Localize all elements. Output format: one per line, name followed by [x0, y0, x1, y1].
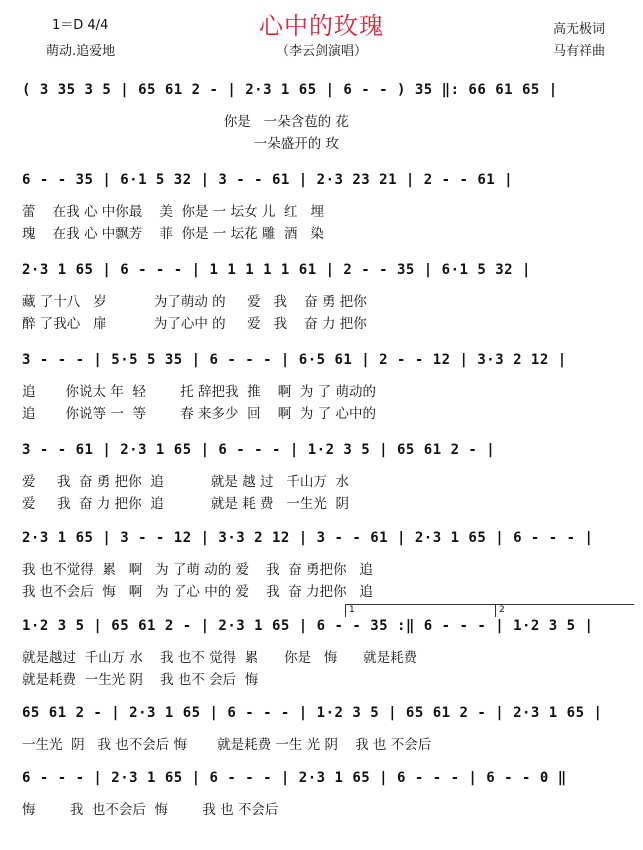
- lyrics-verse-1: 我 也不觉得 累 啊 为 了萌 动的 爱 我 奋 勇把你 追: [22, 562, 373, 578]
- lyrics-verse-2: 一朵盛开的 玫: [22, 136, 340, 152]
- score-system-7: [0, 605, 643, 698]
- lyrics-verse-1: 你是 一朵含苞的 花: [22, 114, 349, 130]
- score-system-9: [0, 770, 643, 850]
- notation-line: 3 - - 61 | 2·3 1 65 | 6 - - - | 1·2 3 5 | 65 61 2 - |: [22, 442, 496, 458]
- lyrics-verse-1: 悔 我 也不会后 悔 我 也 不会后: [22, 802, 279, 818]
- lyrics-verse-1: 藏 了十八 岁 为了萌动 的 爱 我 奋 勇 把你: [22, 294, 367, 310]
- lyrics-verse-1: 蕾 在我 心 中你最 美 你是 一 坛女 儿 红 埋: [22, 204, 324, 220]
- composer-credit: 马有祥曲: [553, 44, 606, 59]
- tempo-mood: 萌动.追爱地: [46, 44, 116, 59]
- notation-line: 6 - - 35 | 6·1 5 32 | 3 - - 61 | 2·3 23 21 | 2 - - 61 |: [22, 172, 514, 188]
- volta-bracket-1: 1: [345, 604, 499, 617]
- lyrics-verse-2: 我 也不会后 悔 啊 为 了心 中的 爱 我 奋 力把你 追: [22, 584, 373, 600]
- lyrics-verse-1: 一生光 阴 我 也不会后 悔 就是耗费 一生 光 阴 我 也 不会后: [22, 737, 432, 753]
- volta-bracket-2: 2: [495, 604, 634, 617]
- notation-line: 2·3 1 65 | 6 - - - | 1 1 1 1 1 61 | 2 - - 35 | 6·1 5 32 |: [22, 262, 531, 278]
- lyricist-credit: 高无极词: [553, 22, 606, 37]
- notation-line: 3 - - - | 5·5 5 35 | 6 - - - | 6·5 61 | 2 - - 12 | 3·3 2 12 |: [22, 352, 567, 368]
- score-system-4: [0, 352, 643, 432]
- lyrics-verse-1: 追 你说太 年 轻 托 辞把我 推 啊 为 了 萌动的: [22, 384, 376, 400]
- lyrics-verse-1: 爱 我 奋 勇 把你 追 就是 越 过 千山万 水: [22, 474, 349, 490]
- score-system-5: [0, 442, 643, 522]
- notation-line: 2·3 1 65 | 3 - - 12 | 3·3 2 12 | 3 - - 61 | 2·3 1 65 | 6 - - - |: [22, 530, 594, 546]
- lyrics-verse-1: 就是越过 千山万 水 我 也不 觉得 累 你是 悔 就是耗费: [22, 650, 418, 666]
- lyrics-verse-2: 就是耗费 一生光 阴 我 也不 会后 悔: [22, 672, 259, 688]
- lyrics-verse-2: 瑰 在我 心 中飘芳 菲 你是 一 坛花 雕 酒 染: [22, 226, 324, 242]
- notation-line: 65 61 2 - | 2·3 1 65 | 6 - - - | 1·2 3 5 | 65 61 2 - | 2·3 1 65 |: [22, 705, 603, 721]
- score-system-6: [0, 530, 643, 610]
- singer-credit: （李云剑演唱）: [275, 44, 367, 59]
- notation-line: 6 - - - | 2·3 1 65 | 6 - - - | 2·3 1 65 | 6 - - - | 6 - - 0 ‖: [22, 770, 567, 786]
- score-system-3: [0, 262, 643, 342]
- notation-line: ( 3 35 3 5 | 65 61 2 - | 2·3 1 65 | 6 - - ) 35 ‖: 66 61 65 |: [22, 82, 558, 98]
- lyrics-verse-2: 爱 我 奋 力 把你 追 就是 耗 费 一生光 阴: [22, 496, 349, 512]
- lyrics-verse-2: 追 你说等 一 等 春 来多少 回 啊 为 了 心中的: [22, 406, 376, 422]
- song-title: 心中的玫瑰: [259, 12, 384, 40]
- notation-line: 1·2 3 5 | 65 61 2 - | 2·3 1 65 | 6 - - 35 :‖ 6 - - - | 1·2 3 5 |: [22, 618, 594, 634]
- score-system-1: [0, 82, 643, 162]
- key-signature: 1＝D 4/4: [52, 18, 109, 33]
- score-system-2: [0, 172, 643, 252]
- lyrics-verse-2: 醉 了我心 扉 为了心中 的 爱 我 奋 力 把你: [22, 316, 367, 332]
